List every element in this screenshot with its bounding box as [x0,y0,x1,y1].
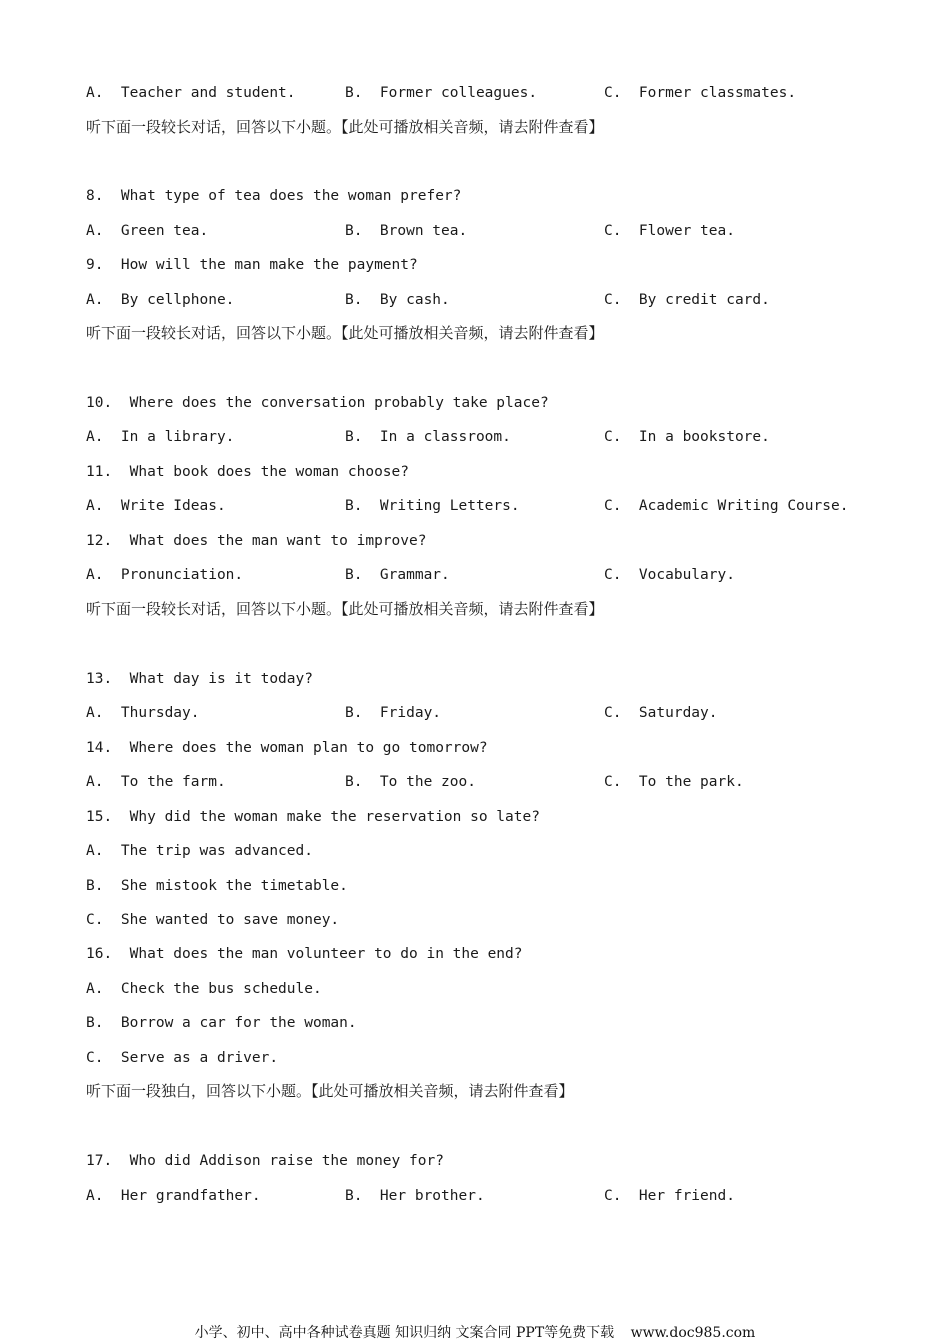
q10-option-c: C. In a bookstore. [604,429,770,445]
q14-option-b: B. To the zoo. [345,774,476,790]
q9-option-b: B. By cash. [345,292,450,308]
q13-option-c: C. Saturday. [604,705,718,721]
q13-option-a: A. Thursday. [86,705,200,721]
q17-option-b: B. Her brother. [345,1188,485,1204]
q8-option-c: C. Flower tea. [604,223,735,239]
question-17: 17. Who did Addison raise the money for? [86,1153,444,1169]
q8-option-b: B. Brown tea. [345,223,468,239]
question-9: 9. How will the man make the payment? [86,257,418,273]
q16-option-a: A. Check the bus schedule. [86,981,322,997]
footer-text: 小学、初中、高中各种试卷真题 知识归纳 文案合同 PPT等免费下载 [194,1325,615,1341]
q15-option-a: A. The trip was advanced. [86,843,313,859]
page-footer [0,1323,950,1343]
footer-url-link[interactable]: www.doc985.com [630,1325,756,1341]
q14-option-c: C. To the park. [604,774,744,790]
q12-option-b: B. Grammar. [345,567,450,583]
q12-option-c: C. Vocabulary. [604,567,735,583]
question-16: 16. What does the man volunteer to do in the end? [86,946,523,962]
q15-option-c: C. She wanted to save money. [86,912,340,928]
section-instruction-monologue: 听下面一段独白，回答以下小题。【此处可播放相关音频，请去附件查看】 [86,1082,574,1100]
q11-option-a: A. Write Ideas. [86,498,226,514]
q15-option-b: B. She mistook the timetable. [86,878,348,894]
q11-option-c: C. Academic Writing Course. [604,498,849,514]
q17-option-a: A. Her grandfather. [86,1188,261,1204]
q10-option-b: B. In a classroom. [345,429,511,445]
q16-option-c: C. Serve as a driver. [86,1050,279,1066]
q10-option-a: A. In a library. [86,429,235,445]
q9-option-a: A. By cellphone. [86,292,235,308]
question-13: 13. What day is it today? [86,671,313,687]
question-12: 12. What does the man want to improve? [86,533,427,549]
section-instruction: 听下面一段较长对话，回答以下小题。【此处可播放相关音频，请去附件查看】 [86,324,604,342]
q16-option-b: B. Borrow a car for the woman. [86,1015,357,1031]
section-instruction: 听下面一段较长对话，回答以下小题。【此处可播放相关音频，请去附件查看】 [86,600,604,618]
q12-option-a: A. Pronunciation. [86,567,244,583]
q7-option-c: C. Former classmates. [604,85,797,101]
q13-option-b: B. Friday. [345,705,442,721]
q17-option-c: C. Her friend. [604,1188,735,1204]
q11-option-b: B. Writing Letters. [345,498,520,514]
question-8: 8. What type of tea does the woman prefer? [86,188,462,204]
q7-option-b: B. Former colleagues. [345,85,538,101]
question-14: 14. Where does the woman plan to go tomorrow? [86,740,488,756]
q7-option-a: A. Teacher and student. [86,85,296,101]
q9-option-c: C. By credit card. [604,292,770,308]
question-15: 15. Why did the woman make the reservation so late? [86,809,540,825]
question-11: 11. What book does the woman choose? [86,464,410,480]
q14-option-a: A. To the farm. [86,774,226,790]
question-10: 10. Where does the conversation probably take place? [86,395,549,411]
section-instruction: 听下面一段较长对话，回答以下小题。【此处可播放相关音频，请去附件查看】 [86,118,604,136]
q8-option-a: A. Green tea. [86,223,209,239]
